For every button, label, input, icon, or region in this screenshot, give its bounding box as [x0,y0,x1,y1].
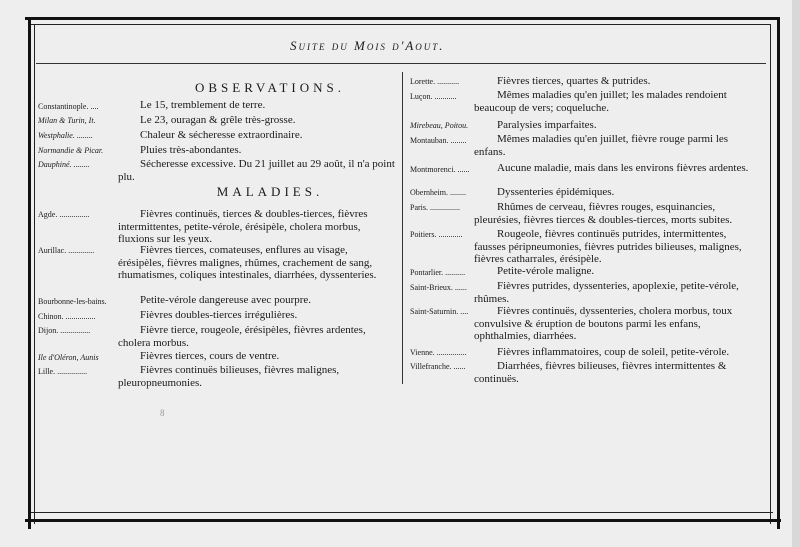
entry-text: Fièvres continuës, tierces & doubles-tierces, fièvres intermittentes, petite-vérole, érésipèle, cholera morbus, fluxions sur les yeux. [118,208,368,245]
frame-border [34,24,35,524]
observations-heading: OBSERVATIONS. [194,80,346,95]
frame-border [31,24,771,25]
place-label: Saint-Saturnin. .... [410,307,469,316]
entry-text: Rougeole, fièvres continuës putrides, intermittentes, fausses péripneumonies, fièvres putrides bilieuses, malignes, fièvres catharrales, érésipèle. [474,228,742,265]
frame-border [25,519,781,522]
place-label: Luçon. ........... [410,92,457,101]
entry-text: Fièvres tierces, cours de ventre. [140,350,280,362]
entry-text: Chaleur & sécheresse extraordinaire. [140,129,303,141]
entry-text: Aucune maladie, mais dans les environs fièvres ardentes. [497,162,749,174]
place-label: Milan & Turin, It. [38,116,96,125]
entry-text: Fièvres tierces, comateuses, enflures au visage, érésipèles, fièvres malignes, rhûmes, crachement de sang, rhumatismes, coliques intestinales, diarrhées, dyssenteries. [118,244,377,281]
place-label: Westphalie. ........ [38,131,93,140]
entry-text: Fièvres putrides, dyssenteries, apoplexie, petite-vérole, rhûmes. [474,280,739,305]
place-label: Normandie & Picar. [38,146,104,155]
entry-text: Diarrhées, fièvres bilieuses, fièvres intermittentes & continuës. [474,360,727,385]
ink-stain: 8 [160,408,165,418]
place-label: Lorette. ........... [410,77,460,86]
column-divider [402,72,403,384]
entry-text: Fièvres tierces, quartes & putrides. [497,75,651,87]
place-label: Poitiers. ............ [410,230,463,239]
place-label: Dijon. ............... [38,326,91,335]
maladies-heading: MALADIES. [216,184,324,199]
place-label: Lille. ............... [38,367,88,376]
running-title: Suite du Mois d'Aout. [290,38,445,53]
place-label: Villefranche. ...... [410,362,466,371]
place-label: Vienne. ............... [410,348,467,357]
entry-text: Fièvres doubles-tierces irrégulières. [140,309,298,321]
entry-text: Petite-vérole maligne. [497,265,595,277]
entry-text: Paralysies imparfaites. [497,119,597,131]
entry-text: Fièvres inflammatoires, coup de soleil, petite-vérole. [497,346,730,358]
entry-text: Sécheresse excessive. Du 21 juillet au 29 août, il n'a point plu. [118,158,395,183]
entry-text: Dyssenteries épidémiques. [497,186,615,198]
page-edge [792,0,800,547]
entry-text: Petite-vérole dangereuse avec pourpre. [140,294,312,306]
frame-border [777,17,780,529]
entry-text: Fièvre tierce, rougeole, érésipèles, fièvres ardentes, cholera morbus. [118,324,366,349]
entry-text: Fièvres continuës bilieuses, fièvres malignes, pleuropneumonies. [118,364,340,389]
place-label: Chinon. ............... [38,312,96,321]
place-label: Paris. ............... [410,203,460,212]
entry-text: Fièvres continuës, dyssenteries, cholera morbus, toux convulsive & éruption de boutons parmi les enfans, ophthalmies, diarrhées. [474,305,733,342]
header-rule [36,63,766,64]
entry-text: Mêmes maladies qu'en juillet, fièvre rouge parmi les enfans. [474,133,729,158]
place-label: Saint-Brieux. ...... [410,283,467,292]
place-label: Aurillac. ............. [38,246,95,255]
entry-text: Rhûmes de cerveau, fièvres rouges, esquinancies, pleurésies, fièvres tierces & doubles-tierces, morts subites. [474,201,733,226]
frame-border [25,17,780,20]
frame-border [770,24,771,524]
entry-text: Pluies très-abondantes. [140,144,242,156]
place-label: Agde. ............... [38,210,90,219]
place-label: Montmorenci. ...... [410,165,470,174]
entry-text: Le 23, ouragan & grêle très-grosse. [140,114,296,126]
entry-text: Mêmes maladies qu'en juillet; les malades rendoient beaucoup de vers; coqueluche. [474,89,727,114]
place-label: Ile d'Oléron, Aunis [38,353,99,362]
place-label: Constantinople. .... [38,102,99,111]
frame-border [31,512,773,513]
place-label: Mirebeau, Poitou. [410,121,469,130]
frame-border [28,17,31,529]
place-label: Dauphiné. ........ [38,160,90,169]
place-label: Pontarlier. .......... [410,268,466,277]
place-label: Bourbonne-les-bains. [38,297,107,306]
place-label: Montauban. ........ [410,136,467,145]
place-label: Obernheim. ........ [410,188,466,197]
entry-text: Le 15, tremblement de terre. [140,99,266,111]
